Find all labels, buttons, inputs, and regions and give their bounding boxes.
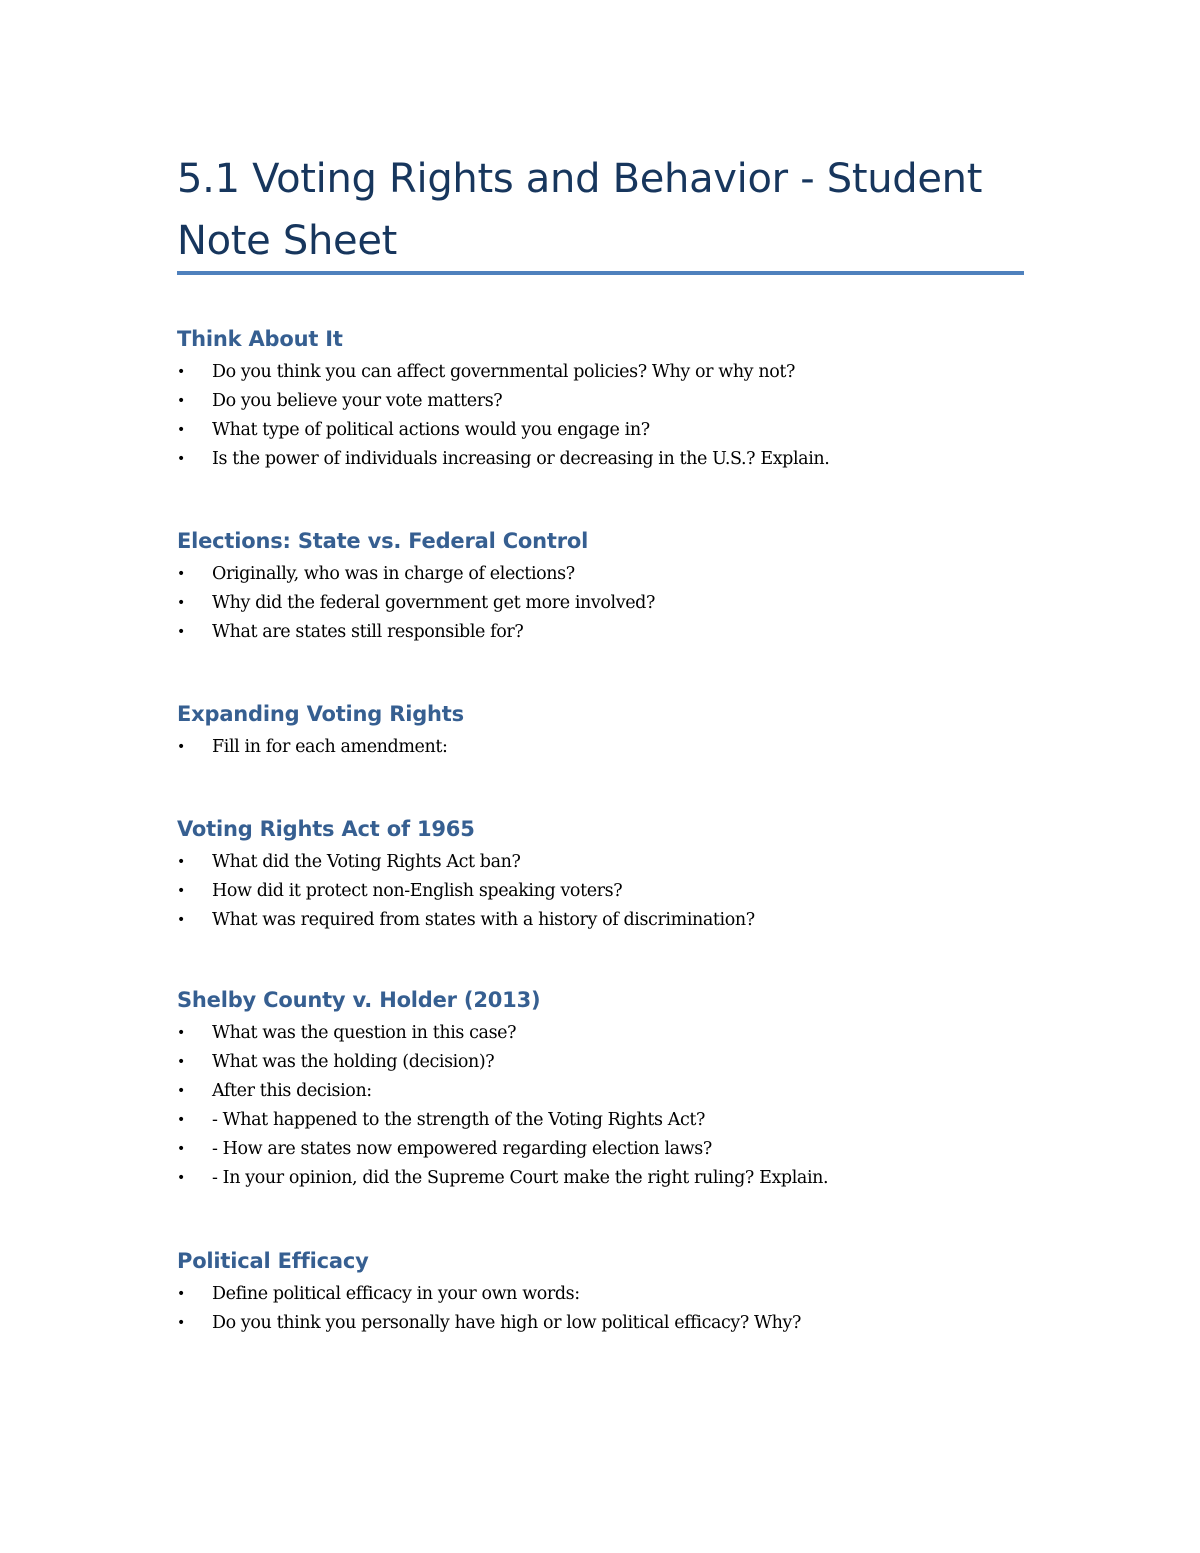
- list-item: [177, 1077, 1077, 1106]
- section-heading: Think About It: [177, 327, 343, 351]
- list-item-text: What type of political actions would you engage in?: [212, 420, 650, 440]
- section-expanding-voting-rights: [177, 699, 1077, 762]
- bullet-icon: •: [177, 1054, 185, 1070]
- list-item-text: - What happened to the strength of the Voting Rights Act?: [212, 1110, 705, 1130]
- list-item-text: What are states still responsible for?: [212, 622, 524, 642]
- bullet-icon: •: [177, 1286, 185, 1302]
- list-item-text: Why did the federal government get more involved?: [212, 593, 655, 613]
- list-item-text: What did the Voting Rights Act ban?: [212, 852, 521, 872]
- section-heading: Shelby County v. Holder (2013): [177, 988, 541, 1012]
- list-item-text: What was the holding (decision)?: [212, 1052, 495, 1072]
- section-political-efficacy: [177, 1246, 1077, 1338]
- bullet-icon: •: [177, 1112, 185, 1128]
- bullet-icon: •: [177, 451, 185, 467]
- bullet-icon: •: [177, 595, 185, 611]
- list-item: [177, 1280, 1077, 1309]
- bullet-icon: •: [177, 364, 185, 380]
- section-shelby-county: [177, 985, 1077, 1193]
- bullet-icon: •: [177, 1025, 185, 1041]
- title-underline: [177, 271, 1024, 275]
- list-item-text: - How are states now empowered regarding election laws?: [212, 1139, 712, 1159]
- list-item-text: What was the question in this case?: [212, 1023, 517, 1043]
- bullet-list: [177, 560, 1077, 647]
- section-heading: Voting Rights Act of 1965: [177, 817, 475, 841]
- list-item-text: Define political efficacy in your own words:: [212, 1284, 580, 1304]
- bullet-icon: •: [177, 883, 185, 899]
- list-item-text: - In your opinion, did the Supreme Court make the right ruling? Explain.: [212, 1168, 829, 1188]
- bullet-icon: •: [177, 566, 185, 582]
- list-item-text: Do you think you can affect governmental policies? Why or why not?: [212, 362, 795, 382]
- section-think-about-it: [177, 324, 1077, 474]
- bullet-list: [177, 358, 1077, 474]
- section-heading: Expanding Voting Rights: [177, 702, 464, 726]
- list-item-text: Do you think you personally have high or low political efficacy? Why?: [212, 1313, 801, 1333]
- list-item: [177, 1048, 1077, 1077]
- list-item-text: What was required from states with a history of discrimination?: [212, 910, 755, 930]
- list-item-text: Fill in for each amendment:: [212, 737, 448, 757]
- section-voting-rights-act: [177, 814, 1077, 935]
- bullet-icon: •: [177, 1141, 185, 1157]
- page-title: 5.1 Voting Rights and Behavior - Student Note Sheet: [177, 156, 983, 264]
- list-item: [177, 1309, 1077, 1338]
- list-item: [177, 733, 1077, 762]
- list-item: [177, 1019, 1077, 1048]
- bullet-icon: •: [177, 739, 185, 755]
- list-item: [177, 589, 1077, 618]
- list-item-text: Is the power of individuals increasing or decreasing in the U.S.? Explain.: [212, 449, 830, 469]
- list-item: [177, 560, 1077, 589]
- list-item: [177, 1135, 1077, 1164]
- list-item-text: After this decision:: [212, 1081, 372, 1101]
- bullet-list: [177, 1280, 1077, 1338]
- list-item: [177, 445, 1077, 474]
- list-item-text: How did it protect non-English speaking voters?: [212, 881, 623, 901]
- list-item: [177, 618, 1077, 647]
- list-item: [177, 387, 1077, 416]
- section-heading: Political Efficacy: [177, 1249, 369, 1273]
- section-elections-control: [177, 526, 1077, 647]
- bullet-icon: •: [177, 854, 185, 870]
- bullet-list: [177, 848, 1077, 935]
- bullet-list: [177, 733, 1077, 762]
- list-item: [177, 877, 1077, 906]
- bullet-list: [177, 1019, 1077, 1193]
- bullet-icon: •: [177, 912, 185, 928]
- list-item-text: Originally, who was in charge of elections?: [212, 564, 575, 584]
- bullet-icon: •: [177, 1170, 185, 1186]
- list-item: [177, 1164, 1077, 1193]
- bullet-icon: •: [177, 1315, 185, 1331]
- list-item-text: Do you believe your vote matters?: [212, 391, 503, 411]
- bullet-icon: •: [177, 624, 185, 640]
- list-item: [177, 848, 1077, 877]
- bullet-icon: •: [177, 422, 185, 438]
- list-item: [177, 416, 1077, 445]
- list-item: [177, 906, 1077, 935]
- list-item: [177, 1106, 1077, 1135]
- bullet-icon: •: [177, 393, 185, 409]
- section-heading: Elections: State vs. Federal Control: [177, 529, 589, 553]
- bullet-icon: •: [177, 1083, 185, 1099]
- list-item: [177, 358, 1077, 387]
